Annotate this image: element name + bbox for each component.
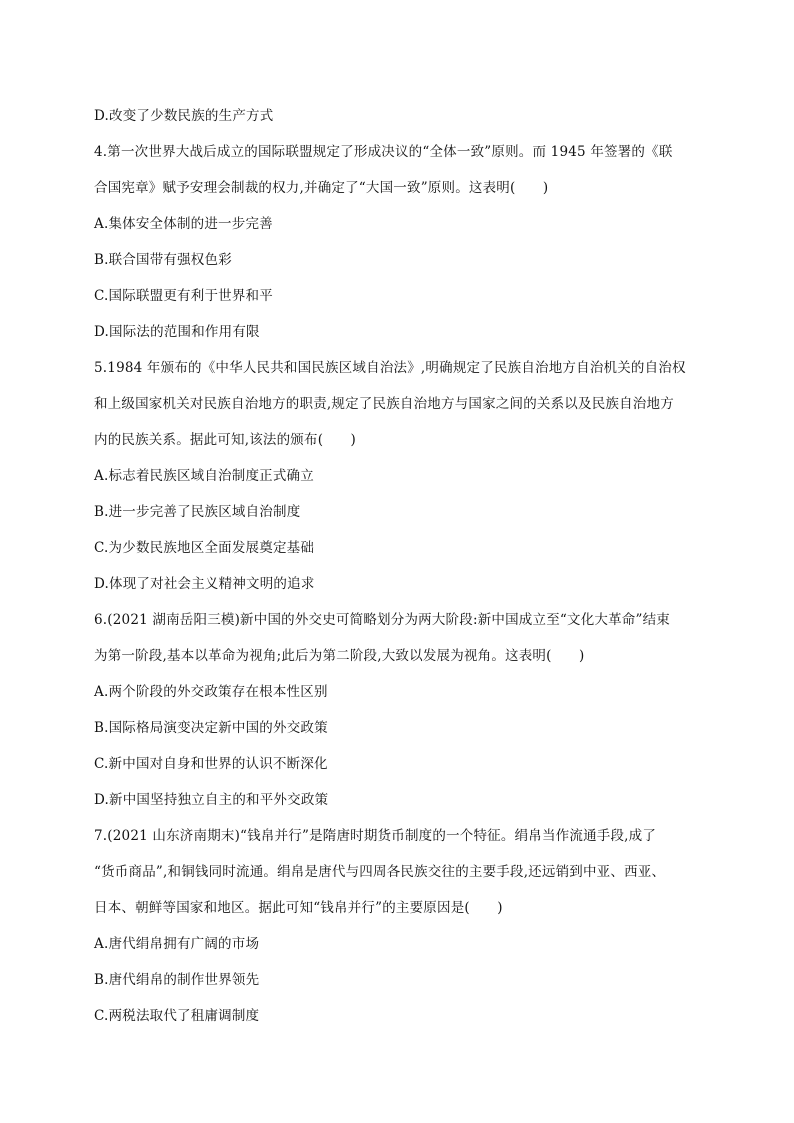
q5-stem-line-1: 5.1984 年颁布的《中华人民共和国民族区域自治法》,明确规定了民族自治地方自治机关的自治权 <box>94 360 686 376</box>
q7-stem-line-1: 7.(2021 山东济南期末)“钱帛并行”是隋唐时期货币制度的一个特征。绢帛当作流通手段,成了 <box>94 828 657 844</box>
q4-option-a: A.集体安全体制的进一步完善 <box>94 216 273 232</box>
q5-option-d: D.体现了对社会主义精神文明的追求 <box>94 576 315 592</box>
q7-option-b: B.唐代绢帛的制作世界领先 <box>94 972 260 988</box>
q7-option-c: C.两税法取代了租庸调制度 <box>94 1008 260 1024</box>
q6-stem-line-1: 6.(2021 湖南岳阳三模)新中国的外交史可简略划分为两大阶段:新中国成立至“文化大革命”结束 <box>94 612 671 628</box>
q7-stem-line-3: 日本、朝鲜等国家和地区。据此可知“钱帛并行”的主要原因是( ) <box>94 900 503 916</box>
q5-option-b: B.进一步完善了民族区域自治制度 <box>94 504 301 520</box>
q7-option-a: A.唐代绢帛拥有广阔的市场 <box>94 936 260 952</box>
q5-stem-line-2: 和上级国家机关对民族自治地方的职责,规定了民族自治地方与国家之间的关系以及民族自治地方 <box>94 396 674 412</box>
q6-stem-line-2: 为第一阶段,基本以革命为视角;此后为第二阶段,大致以发展为视角。这表明( ) <box>94 648 585 664</box>
q4-option-c: C.国际联盟更有利于世界和平 <box>94 288 273 304</box>
q6-option-d: D.新中国坚持独立自主的和平外交政策 <box>94 792 329 808</box>
q5-option-c: C.为少数民族地区全面发展奠定基础 <box>94 540 315 556</box>
q3-option-d: D.改变了少数民族的生产方式 <box>94 108 274 124</box>
q5-stem-line-3: 内的民族关系。据此可知,该法的颁布( ) <box>94 432 357 448</box>
q4-stem-line-2: 合国宪章》赋予安理会制裁的权力,并确定了“大国一致”原则。这表明( ) <box>94 180 549 196</box>
q5-option-a: A.标志着民族区域自治制度正式确立 <box>94 468 314 484</box>
q6-option-a: A.两个阶段的外交政策存在根本性区别 <box>94 684 328 700</box>
q4-stem-line-1: 4.第一次世界大战后成立的国际联盟规定了形成决议的“全体一致”原则。而 1945 年签署的《联 <box>94 144 673 160</box>
q6-option-c: C.新中国对自身和世界的认识不断深化 <box>94 756 328 772</box>
q4-option-b: B.联合国带有强权色彩 <box>94 252 232 268</box>
q6-option-b: B.国际格局演变决定新中国的外交政策 <box>94 720 328 736</box>
q4-option-d: D.国际法的范围和作用有限 <box>94 324 260 340</box>
q7-stem-line-2: “货币商品”,和铜钱同时流通。绢帛是唐代与四周各民族交往的主要手段,还远销到中亚、西亚、 <box>94 864 666 880</box>
